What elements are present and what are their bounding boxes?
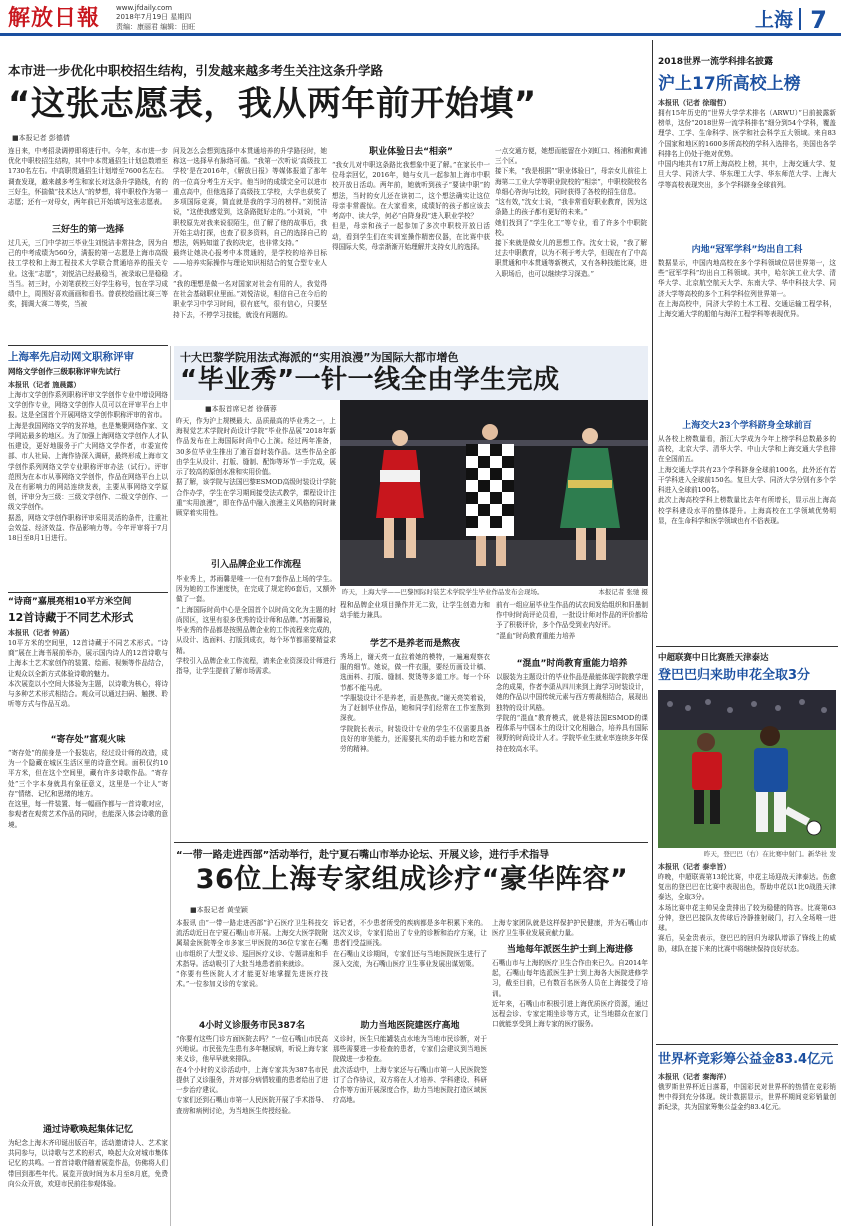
shige-body: 10平方米的空间里，12首诗藏于不同艺术形式。“诗商”展在上海书展前举办，展示国内诗人的12首诗歌与上海本土艺术家创作的装置、绘画、视频等作品结合，让观众以全新方式体验诗歌的魅力。 本次展览以小空间大体验为主题，以诗歌为核心，将诗与多种艺术形式相结合。观众可以通过扫码、触摸、聆听等方式与作品互动。 [8, 639, 168, 709]
fashion-body1: 昨天，作为沪上规模最大、品质最高的毕业秀之一，上海视觉艺术学院时尚设计学院“毕业作品展”2018年新作品发布在上海国际时尚中心上演。经过两年准备，30多位毕业生推出了逾百套时装作品。这些作品全部由学生从设计、打版、缝制、配饰等环节一手完成，展示了较高的原创水准和实用价值。 据了解，该学院与法国巴黎ESMOD高级时装设计学院合作办学，学生在学习期间接受法式教学，课程设计注重“实用浪漫”，即在作品中融入浪漫主义风格的同时兼顾穿着实用性。 [176, 417, 336, 517]
lead-col1: 连日来，中考招录调停即将进行中。今年，本市进一步优化中职校招生结构，其中中本贯通招生计划总数增至1730名左右。中高职贯通招生计划增至7600名左右。调查发现，越来越多考生和家长对这条升学路线，有的三好生，怀揣做“技术达人”的梦想，将中职校作为第一志愿；还有一对母女，两年前已开始填写这张志愿表。 [8, 147, 168, 207]
fashion-sub2: 学艺不是养老而是熬夜 [369, 639, 460, 649]
editor: 责编：康丽君 [116, 22, 158, 31]
rank-body3: 从各校上榜数量看，浙江大学成为今年上榜学科总数最多的高校，北京大学、清华大学、中山大学和上海交通大学也排在全国前五。 上海交通大学共有23个学科跻身全球前100名，此外还有若干学科进入全球前150名。复旦大学、同济大学分别有多个学科进入全球前100名。 此次上海高校学科上榜数量比去年有所增长，显示出上海高校学科建设水平的整体提升。上海高校在工学领域优势明显，在生命科学和医学领域也有不俗表现。 [658, 435, 836, 525]
fashion-headline: “毕业秀”一针一线全由学生完成 [180, 365, 560, 395]
page-number: 7 [810, 6, 827, 34]
page-separator [799, 8, 801, 30]
newspaper-logo: 解放日報 [8, 5, 101, 31]
zhicheng-byline: 本报讯（记者 施晨露） [8, 380, 81, 389]
football-kicker: 中超联赛中日比赛胜天津泰达 [658, 653, 769, 663]
shige-sub1: “寄存处”富观火味 [50, 735, 126, 745]
shige-body2: “寄存处”的前身是一个报装店，经过设计师的改造，成为一个隐藏在城区生活区里的诗意空间。面积仅约10平方米，但在这个空间里，藏有许多诗歌作品。“寄存处”三个字本身就具有象征意义，这里是一个让人“寄存”情绪、记忆和思绪的地方。 在这里，每一件装置、每一幅画作都与一首诗歌对应，参观者在观赏艺术作品的同时，也能深入体会诗歌的意境。 [8, 749, 168, 829]
shige-body3: 为纪念上海木齐印诞出版百年，活动邀请诗人、艺术家共同参与，以诗歌与艺术的形式，唤起大众对城市集体记忆的共鸣。一首首诗歌伴随着展览作品，仿佛将人们带回到那些年代。展览开放时间为本月至8月底，免费向公众开放，欢迎市民前往参观体验。 [8, 1139, 168, 1188]
zhicheng-headline: 上海率先启动网文职称评审 [8, 351, 134, 363]
lead-col2: 问及怎么会想到选择中本贯通培养的升学路径时，她称这一选择早有脉络可循。“我第一次听说‘高级技工学校’是在2016年，《解放日报》等媒体报道了那年的一位高分考生方天宇。他当时的成绩完全可以进市重点高中，但他选择了高级技工学校，大学也获奖了多项国际竞赛，简直就是我的学习的榜样。”刘悦洁说，“这使我感觉到，这条路挺好走的。”小刘说，“中职校原先对我来说很陌生，但了解了他的故事后，我开始主动打探，也查了很多资料，自己的选择自己的想法，妈妈知道了我的决定，也非常支持。” 最终让她决心报考中本贯通的，是学校的培养目标——培养实际操作与理论知识相结合的复合型专业人才。 “我的理想是做一名对国家对社会有用的人，我觉得在社会基础职业里面。”刘悦洁说，相信自己在今后的职业学习中学习时间，很有底气，很有信心，只要坚持下去，不停学习技能，就没有问题的。 [173, 147, 327, 319]
fashion-sub1: 引入品牌企业工作流程 [210, 560, 301, 570]
health-sub3: 当地每年派医生护士到上海进修 [506, 945, 633, 955]
expo-body: 俄罗斯世界杯近日落幕，中国彩民对世界杯的热情在竞彩销售中得到充分体现。统计数据显示，世界杯期间竞彩销量创新纪录，共为国家筹集公益金约83.4亿元。 [658, 1083, 836, 1112]
designer: 编辑：田旺 [160, 22, 196, 31]
fashion-body5: 前有一组应届毕业生作品的试衣间发给组织和旧墨制作中时时尚评论员看，一批设计师对作品的评价都给予了积极评价，多个作品受到业内好评。 “混血”时尚教育重能力培养 [496, 601, 648, 640]
lead-sub1: 三好生的第一选择 [51, 225, 124, 235]
lead-headline: “这张志愿表，我从两年前开始填” [8, 84, 537, 124]
health-body5: 上海专家团队就是这样保护护民健康，并为石嘴山市医疗卫生事业发展贡献力量。 [492, 919, 648, 938]
expo-byline: 本报讯（记者 秦海洋） [658, 1072, 731, 1081]
divider-right-2 [656, 1044, 838, 1045]
rank-headline: 沪上17所高校上榜 [658, 74, 801, 94]
lead-col3: “我女儿对中职这条路比我想象中更了解。”在家长中一位母亲回忆，2016年，她与女儿一起参加上海市中职校开放日活动。两年前，她就听到孩子“要读中职”的想法，当时的女儿还在读初二，这个想法确实让这位母亲非常震惊。在大家看来，成绩好的孩子都应该去考高中、读大学，何必“自降身段”进入职业学校？ 但是，母亲和孩子一起参加了多次中职校开放日活动，看到学生们在实训室操作精密仪器，在比赛中获得国际大奖，母亲渐渐开始理解并支持女儿的选择。 [332, 161, 490, 251]
rank-kicker: 2018世界一流学科排名披露 [658, 57, 774, 67]
zhicheng-sub: 网络文学创作三级职称评审先试行 [8, 367, 121, 376]
runway-photo-caption: 昨天，上海大学——巴黎国际时装艺术学院学生毕业作品发布会现场。 [342, 588, 544, 596]
lead-col4: 一点交通方便，她想而能留在小刘虹口、杨浦和黄浦三个区。 接下来，“我是根据”“职业体验日”，母亲女儿前往上海第二工业大学等职业院校的“相亲”，中职校院校名单细心咨询与比较，同时获得了各校的招生信息。 “这有效，”沈女士说，“我非常看好职业教育，因为这条路上的孩子都有更好的未来。” 她们找到了“学生化工”等专业，看了许多个中职院校。 接下来就是做女儿的思想工作。沈女士说，“我了解过去中职教育，以为不利于考大学，但现在有了中高职贯通和中本贯通等新模式，又有各种技能比赛，进入职场后，也可以继续学习深造。” [495, 147, 647, 278]
fashion-kicker: 十大巴黎学院用法式海派的“实用浪漫”为国际大都市增色 [180, 351, 459, 364]
health-headline: 36位上海专家组成诊疗“豪华阵容” [195, 864, 629, 895]
lead-kicker: 本市进一步优化中职校招生结构，引发越来越多考生关注这条升学路 [8, 63, 384, 78]
health-body2: “你要有这些门诊方面医院去吗？”一位石嘴山市民高兴地说。市民张先生患有多年糖尿病，听说上海专家来义诊，他早早就来排队。 在4个小时的义诊活动中，上海专家共为387名市民提供了义诊服务，并对部分病情较重的患者给出了进一步治疗建议。 专家们还到石嘴山市第一人民医院开展了手术指导、查房和病例讨论，为当地医生传授经验。 [176, 1035, 328, 1115]
fashion-byline: ■本报首席记者 徐蒨蓉 [205, 405, 277, 413]
football-photo [658, 690, 836, 848]
fashion-body6: 以服装为主题设计的毕业作品是最能体现学院教学理念的成果，作者李潇从四川来到上海学习时装设计，她的作品以中国传统元素与西方剪裁相结合，展现出独特的设计风格。 学院的“混血”教育模式，就是将法国ESMOD的课程体系与中国本土的设计文化相融合，培养具有国际视野的时尚设计人才。学院毕业生就业率连续多年保持在较高水平。 [496, 673, 648, 753]
divider-left-1 [8, 345, 168, 346]
divider-vertical-right [652, 40, 653, 1226]
runway-photo-art [340, 400, 648, 586]
shige-headline1: “诗商”嘉展亮相10平方米空间 [8, 597, 132, 607]
divider-right-1 [656, 646, 838, 647]
rank-body2: 数据显示，中国内地高校在多个学科领域位居世界第一，这些“冠军学科”均出自工科领域。其中，哈尔滨工业大学、清华大学、北京航空航天大学、东南大学、华中科技大学、同济大学等高校的多个工科学科位列世界第一。 在上海高校中，同济大学的土木工程、交通运输工程学科，上海交通大学的船舶与海洋工程学科等表现优异。 [658, 259, 836, 319]
health-kicker: “一带一路走进西部”活动举行，赴宁夏石嘴山市举办论坛、开展义诊，进行手术指导 [176, 850, 550, 861]
health-sub2: 助力当地医院建医疗高地 [360, 1021, 460, 1031]
website: www.jfdaily.com [116, 4, 173, 12]
runway-photo-credit: 本报记者 张驰 摄 [598, 588, 648, 596]
masthead [0, 0, 841, 36]
rank-sub2: 上海交大23个学科跻身全球前百 [682, 421, 812, 431]
health-body6: 石嘴山市与上海的医疗卫生合作由来已久。自2014年起，石嘴山每年选派医生护士到上海各大医院进修学习，截至目前，已有数百名医务人员在上海接受了培训。 近年来，石嘴山市积极引进上海优质医疗资源，通过远程会诊、专家定期坐诊等方式，让当地群众在家门口就能享受到上海专家的医疗服务。 [492, 959, 648, 1029]
health-body3: 诉记者，不少患者所受的疾病都是多年积累下来的。这次义诊，专家们给出了专业的诊断和治疗方案，让患者们受益匪浅。 在石嘴山义诊期间，专家们还与当地医院医生进行了深入交流，为石嘴山医疗卫生事业发展出谋划策。 [333, 919, 487, 968]
divider-health [174, 842, 648, 843]
health-byline: ■本报记者 黄莹颖 [190, 906, 248, 914]
rank-sub1: 内地“冠军学科”均出自工科 [691, 245, 803, 255]
zhicheng-body: 上海市文学创作系列职称评审文学创作专业中增设网络文学创作专业，网络文学创作人员可以在评审平台上申报。这是全国首个开展网络文学创作职称评审的省市。 上海是我国网络文学的发祥地，也是集聚网络作家、文学网站最多的地区。为了加强上海网络文学创作人才队伍建设，更好地服务于广大网络文学作者，市委宣传部、市人社局、上海作协深入调研，最终形成上海市文学创作系列网络文学专业职称评审办法（试行）。评审范围为在本市从事网络文学创作，作品在网络平台上以及在有影响力的网站连续发表，主要从事网络文学原创，评审分为三级：三级文学创作、二级文学创作、一级文学创作。 据悉，网络文学创作职称评审采用灵活的条件，注重社会效益、经济效益、作品影响力等。今年评审将于7月18日至8月1日进行。 [8, 391, 168, 543]
football-photo-caption: 昨天，登巴巴（右）在比赛中射门。新华社 发 [703, 850, 836, 858]
expo-headline: 世界杯竞彩筹公益金83.4亿元 [658, 1052, 834, 1067]
health-body1: 本报讯 由“一带一路走进西部”沪石医疗卫生科技交流活动近日在宁夏石嘴山市开展。上海交大医学院附属瑞金医院等全市多家三甲医院的36位专家在石嘴山市组织了大型义诊、巡回医疗义诊、专题讲座和手术指导。活动吸引了大批当地患者前来就诊。 “你要有些医院人才才能更好地掌握先进医疗技术。”一位参加义诊的专家说。 [176, 919, 328, 989]
section-name: 上海 [754, 9, 793, 31]
football-photo-art [658, 690, 836, 848]
fashion-sub3: “混血”时尚教育重能力培养 [516, 659, 628, 669]
fashion-body3: 程和品牌企业项目操作并无二致，让学生创造力和动手能力兼具。 [340, 601, 490, 620]
shige-byline: 本报讯（记者 钟菡） [8, 628, 74, 637]
football-headline: 登巴巴归来助申花全取3分 [658, 668, 811, 683]
divider-left-2 [8, 592, 168, 593]
health-sub1: 4小时义诊服务市民387名 [198, 1021, 306, 1031]
health-body4: 义诊时，医生只能罐装点水地为当地市民诊断，对于那些需要进一步检查的患者，专家们会建议到当地医院做进一步检查。 此次活动中，上海专家还与石嘴山市第一人民医院签订了合作协议，双方将在人才培养、学科建设、科研合作等方面开展深度合作，助力当地医院打造区域医疗高地。 [333, 1035, 487, 1105]
shige-headline2: 12首诗藏于不同艺术形式 [8, 611, 134, 624]
football-body: 昨晚，中超联赛第13轮比赛，申花主场迎战天津泰达。伤愈复出的登巴巴在比赛中表现出色，帮助申花以1比0战胜天津泰达，全取3分。 本场比赛申花主帅吴金贵排出了较为稳健的阵容。比赛第63分钟，登巴巴接队友传球后冷静推射破门，打入全场唯一进球。 赛后，吴金贵表示，登巴巴的回归为球队增添了锋线上的威胁，球队在接下来的比赛中将继续保持良好状态。 [658, 873, 836, 953]
fashion-body4: 秀场上，谢天亮一直拉着她的模特，一遍遍观察衣服的细节。她说，做一件衣服，要经历画设计稿、选面料、打版、缝制、熨烫等多道工序。每一个环节都不能马虎。 “学服装设计不是养老，而是熬夜。”谢天亮笑着说，为了赶制毕业作品，她和同学们经常在工作室熬到深夜。 学院院长表示，时装设计专业的学生不仅需要具备良好的审美能力，还需要扎实的动手能力和吃苦耐劳的精神。 [340, 653, 490, 753]
lead-byline: ■本报记者 彭德倩 [12, 134, 70, 142]
lead-col1b: 过几天，三门中学初三毕业生刘悦洁非常挂念，因为自己的中考成绩为560分，满报的第一志愿是上海市高级技工学校和上海工程技术大学联合贯通培养的报关专业。这张“志愿”，刘悦洁已经最稳当，被录取已是稳稳当当。初三时，小刘笔获校三好学生称号，包在学习成绩中上，周围好喜欢画画和看书。曾获校绘画比赛三等奖，拥调大赛二等奖，当被 [8, 239, 168, 309]
masthead-meta [116, 4, 195, 32]
shige-sub2: 通过诗歌唤起集体记忆 [42, 1125, 133, 1135]
rank-byline: 本报讯（记者 徐瑞哲） [658, 98, 731, 107]
football-byline: 本报讯（记者 泰幸旨） [658, 862, 731, 871]
rank-body: 拥有15年历史的“世界大学学术排名（ARWU）”日前披露新榜单，这份“2018世界一流学科排名”细分到54个学科，覆盖理学、工学、生命科学、医学和社会科学五大领域。来自83个国家和地区的1600多所高校的学科入选排名，美国也各学科排名上仍处于绝对优势。 中国内地共有17所上海高校上榜，其中，上海交通大学、复旦大学、同济大学、华东理工大学、华东师范大学、上海大学等高校表现突出，多个学科跻身全球前列。 [658, 109, 836, 189]
fashion-body2: 毕业秀上，苏雨馨是唯一一位有7套作品上场的学生。因为她的工作速度快，在完成了规定的6套后，又额外做了一套。 “上海国际时尚中心是全国首个以时尚文化为主题的时尚园区，这里有很多优秀的设计师和品牌。”苏雨馨说，毕业秀的作品都是按照品牌企业的工作流程来完成的，从设计、选面料、打版到成衣，每个环节都需要精益求精。 学校引入品牌企业工作流程，请来企业资深设计师进行指导，让学生提前了解市场需求。 [176, 575, 336, 675]
divider-vertical-left [170, 346, 171, 1226]
runway-photo [340, 400, 648, 586]
issue-date: 2018年7月19日 星期四 [116, 13, 192, 22]
lead-col3-title: 职业体验日去“相亲” [369, 147, 453, 157]
